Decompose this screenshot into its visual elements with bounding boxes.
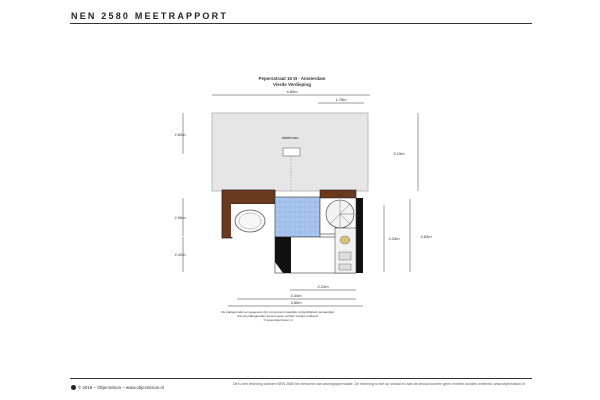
dim-top-inner: 1.78m — [335, 97, 347, 102]
footer-copyright — [71, 385, 164, 390]
dim-top-width: 4.80m — [286, 89, 298, 94]
dim-right-upper: 5.15m — [393, 151, 405, 156]
dim-right-inner: 4.34m — [388, 236, 400, 241]
dim-left-lower: 2.42m — [174, 252, 186, 257]
report-title: NEN 2580 MEETRAPPORT — [71, 11, 229, 21]
dim-right-outer: 4.83m — [420, 234, 432, 239]
footer-copyright-text: © 2019 – Objectvision – www.objectvision.nl — [78, 385, 164, 390]
footer-divider — [70, 378, 532, 379]
terrace-label: dakterras — [281, 135, 299, 140]
plan-address: Pepersstraat 15 III - Amsterdam — [258, 76, 326, 81]
plan-disclaimer-2: Aan de plattegronden kunnen geen rechten worden ontleend. — [237, 314, 319, 318]
dim-bottom-1: 2.24m — [317, 284, 329, 289]
dim-left-upper: 2.83m — [174, 132, 186, 137]
stove — [339, 252, 351, 260]
dim-left-middle: 2.06m — [174, 215, 186, 220]
objectvision-logo-icon — [71, 385, 76, 390]
roof-hatch — [283, 148, 300, 156]
footer-note: Dit is een tekening conform NEN 2580 ten behoeve van woningoppervlakte. De tekening is niet op schaal en aan de inhoud kunnen geen rechten worden ontleend. www.objectvision.nl — [233, 382, 525, 386]
dim-bottom-3: 3.80m — [290, 300, 302, 305]
appliance — [339, 264, 351, 270]
plan-floor: Vierde Verdieping — [273, 82, 311, 87]
dim-bottom-2: 3.44m — [290, 293, 302, 298]
plan-disclaimer-3: © www.objectvision.nl — [263, 318, 293, 322]
wall-right-black — [356, 198, 363, 273]
bathtub — [235, 210, 265, 232]
sink — [340, 236, 350, 244]
plan-disclaimer-1: De plattegronden en gegevens zijn met grootst mogelijke zorgvuldigheid vervaardigd. — [221, 310, 335, 314]
stair-label: kast — [336, 193, 344, 197]
